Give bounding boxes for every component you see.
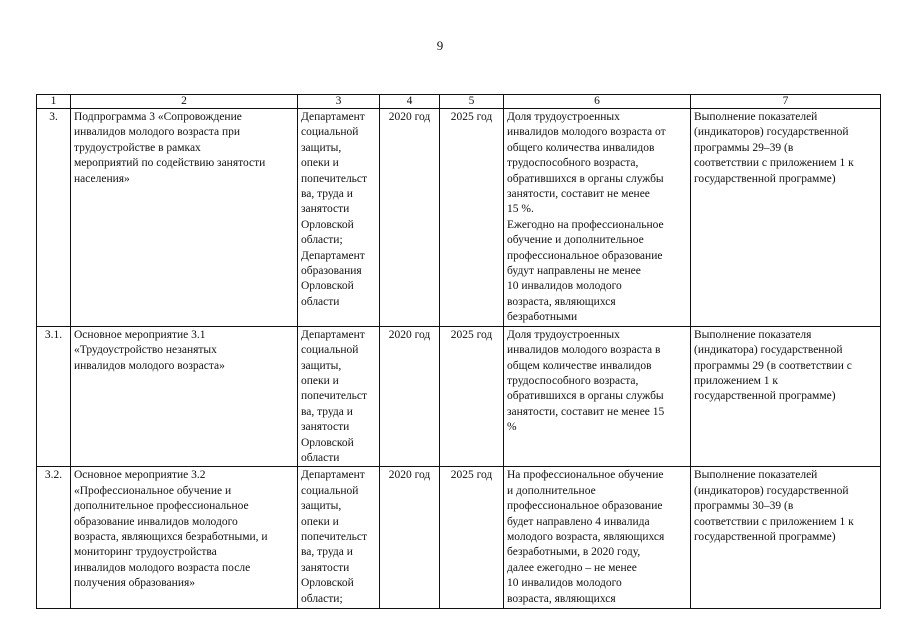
expected-result-line: занятости, составит не менее [507, 188, 650, 201]
responsible-executor-line: Орловской [301, 577, 354, 590]
expected-result-line: занятости, составит не менее 15 [507, 405, 665, 418]
indicator-relation-line: соответствии с приложением 1 к [694, 157, 854, 170]
expected-result-line: возраста, являющихся [507, 295, 616, 308]
measure-name [71, 326, 298, 467]
responsible-executor-line: попечительст [301, 530, 368, 543]
indicator-relation-line: (индикаторов) государственной [694, 484, 849, 497]
expected-result-line: обратившихся в органы службы [507, 390, 664, 403]
row-number: 3. [37, 109, 71, 327]
indicator-relation [691, 109, 881, 327]
row-number: 3.1. [37, 326, 71, 467]
responsible-executor-line: Орловской [301, 436, 354, 449]
expected-result-line: будут направлены не менее [507, 265, 641, 278]
measure-name-line: мониторинг трудоустройства [74, 546, 217, 559]
expected-result-line: Доля трудоустроенных [507, 111, 620, 123]
expected-result-line: обратившихся в органы службы [507, 172, 664, 185]
measure-name-line: инвалидов молодого возраста при [74, 126, 241, 139]
expected-result-line: будет направлено 4 инвалида [507, 515, 650, 528]
indicator-relation-line: государственной программе) [694, 390, 836, 403]
measure-name-line: инвалидов молодого возраста» [74, 359, 225, 372]
table-row [37, 109, 881, 327]
responsible-executor-line: образования [301, 265, 362, 278]
responsible-executor-line: социальной [301, 126, 359, 139]
row-number: 3.2. [37, 467, 71, 609]
col-header-relation: 7 [691, 95, 881, 109]
indicator-relation-line: (индикатора) государственной [694, 344, 843, 357]
expected-result-line: инвалидов молодого возраста в [507, 344, 661, 357]
responsible-executor-line: занятости [301, 421, 350, 434]
expected-result-line: профессиональное образование [507, 249, 663, 262]
page-number: 9 [436, 38, 444, 53]
responsible-executor-line: Орловской [301, 280, 354, 293]
end-year: 2025 год [440, 109, 504, 327]
responsible-executor-line: социальной [301, 344, 359, 357]
responsible-executor-line: ва, труда и [301, 546, 353, 559]
indicator-relation-line: приложением 1 к [694, 374, 778, 387]
expected-result-line: далее ежегодно – не менее [507, 561, 637, 574]
responsible-executor-line: ва, труда и [301, 405, 353, 418]
expected-result-line: безработными, в 2020 году, [507, 546, 641, 559]
responsible-executor-line: ва, труда и [301, 188, 353, 201]
responsible-executor-line: занятости [301, 561, 350, 574]
expected-result-line: трудоспособного возраста, [507, 157, 639, 170]
table-row [37, 467, 881, 609]
responsible-executor [298, 109, 380, 327]
responsible-executor-line: попечительст [301, 390, 368, 403]
indicator-relation-line: государственной программе) [694, 172, 836, 185]
responsible-executor-line: защиты, [301, 359, 342, 372]
responsible-executor-line: занятости [301, 203, 350, 216]
expected-result-line: 10 инвалидов молодого [507, 577, 622, 590]
measure-name-line: населения» [74, 172, 130, 185]
end-year: 2025 год [440, 467, 504, 609]
expected-result-line: Ежегодно на профессиональное [507, 218, 664, 231]
col-header-number: 1 [37, 95, 71, 109]
responsible-executor-line: области; [301, 592, 343, 605]
col-header-result: 6 [504, 95, 691, 109]
measure-name-line: Подпрограмма 3 «Сопровождение [74, 111, 242, 123]
end-year: 2025 год [440, 326, 504, 467]
indicator-relation-line: Выполнение показателей [694, 111, 818, 123]
indicator-relation-line: соответствии с приложением 1 к [694, 515, 854, 528]
expected-result-line: % [507, 421, 517, 434]
responsible-executor-line: социальной [301, 484, 359, 497]
expected-result-line: профессиональное образование [507, 500, 663, 513]
expected-result-line: 10 инвалидов молодого [507, 280, 622, 293]
expected-result-line: инвалидов молодого возраста от [507, 126, 666, 139]
responsible-executor-line: Департамент [301, 328, 365, 341]
measure-name-line: «Трудоустройство незанятых [74, 344, 217, 357]
expected-result-line: общем количестве инвалидов [507, 359, 652, 372]
indicator-relation-line: программы 30–39 (в [694, 500, 794, 513]
responsible-executor [298, 326, 380, 467]
measure-name-line: инвалидов молодого возраста после [74, 561, 251, 574]
measure-name-line: «Профессиональное обучение и [74, 484, 232, 497]
responsible-executor-line: области [301, 451, 340, 464]
responsible-executor-line: области [301, 295, 340, 308]
expected-result-line: 15 %. [507, 203, 534, 216]
indicator-relation-line: государственной программе) [694, 530, 836, 543]
indicator-relation-line: программы 29–39 (в [694, 141, 794, 154]
header-row [37, 95, 881, 109]
measure-name-line: трудоустройстве в рамках [74, 141, 201, 154]
responsible-executor-line: опеки и [301, 374, 339, 387]
responsible-executor [298, 467, 380, 609]
expected-result-line: и дополнительное [507, 484, 596, 497]
measure-name [71, 467, 298, 609]
responsible-executor-line: опеки и [301, 515, 339, 528]
indicator-relation-line: (индикаторов) государственной [694, 126, 849, 139]
start-year: 2020 год [380, 326, 440, 467]
indicator-relation [691, 467, 881, 609]
expected-result-line: обучение и дополнительное [507, 234, 644, 247]
responsible-executor-line: Департамент [301, 469, 365, 482]
start-year: 2020 год [380, 109, 440, 327]
expected-result-line: общего количества инвалидов [507, 141, 655, 154]
measure-name-line: образование инвалидов молодого [74, 515, 238, 528]
col-header-executor: 3 [298, 95, 380, 109]
expected-result-line: безработными [507, 311, 578, 324]
start-year: 2020 год [380, 467, 440, 609]
measure-name-line: Основное мероприятие 3.2 [74, 469, 206, 482]
indicator-relation-line: Выполнение показателя [694, 328, 812, 341]
expected-result-line: На профессиональное обучение [507, 469, 664, 482]
table-row [37, 326, 881, 467]
indicator-relation-line: программы 29 (в соответствии с [694, 359, 852, 372]
col-header-end: 5 [440, 95, 504, 109]
responsible-executor-line: области; [301, 234, 343, 247]
measure-name-line: получения образования» [74, 577, 196, 590]
measure-name-line: Основное мероприятие 3.1 [74, 328, 206, 341]
expected-result-line: Доля трудоустроенных [507, 328, 620, 341]
col-header-start: 4 [380, 95, 440, 109]
expected-result-line: трудоспособного возраста, [507, 374, 639, 387]
indicator-relation-line: Выполнение показателей [694, 469, 818, 482]
indicator-relation [691, 326, 881, 467]
measure-name-line: мероприятий по содействию занятости [74, 157, 266, 170]
expected-result [504, 326, 691, 467]
program-table [36, 94, 881, 609]
responsible-executor-line: Орловской [301, 218, 354, 231]
expected-result [504, 467, 691, 609]
measure-name [71, 109, 298, 327]
responsible-executor-line: опеки и [301, 157, 339, 170]
responsible-executor-line: Департамент [301, 111, 365, 123]
responsible-executor-line: попечительст [301, 172, 368, 185]
expected-result-line: молодого возраста, являющихся [507, 530, 665, 543]
measure-name-line: возраста, являющихся безработными, и [74, 530, 268, 543]
measure-name-line: дополнительное профессиональное [74, 500, 249, 513]
responsible-executor-line: защиты, [301, 141, 342, 154]
responsible-executor-line: Департамент [301, 249, 365, 262]
expected-result [504, 109, 691, 327]
col-header-name: 2 [71, 95, 298, 109]
expected-result-line: возраста, являющихся [507, 592, 616, 605]
responsible-executor-line: защиты, [301, 500, 342, 513]
